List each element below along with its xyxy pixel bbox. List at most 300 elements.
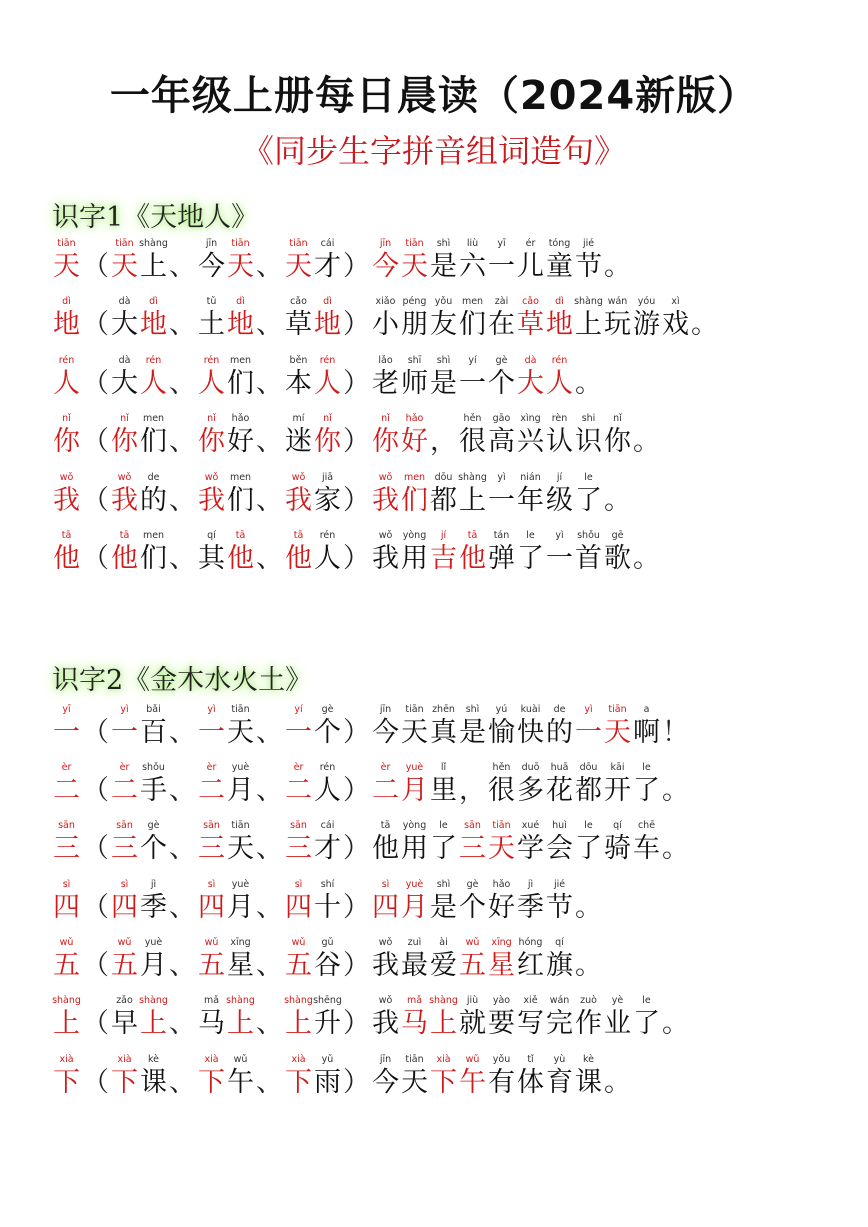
hanzi-char <box>429 995 458 1041</box>
hanzi: 五 <box>285 950 312 981</box>
hanzi: 人 <box>314 543 341 574</box>
pinyin: lǐ <box>440 762 447 773</box>
punctuation-char <box>458 762 487 808</box>
hanzi: 课 <box>140 1067 167 1098</box>
hanzi-char <box>313 937 342 983</box>
hanzi: 高 <box>488 426 515 457</box>
hanzi: ） <box>343 485 370 516</box>
punctuation-char <box>81 296 110 342</box>
hanzi-char <box>52 704 81 750</box>
pinyin: èr <box>206 762 217 773</box>
pinyin: shàng <box>139 995 168 1006</box>
hanzi-char <box>458 355 487 401</box>
punctuation-char <box>342 820 371 866</box>
pinyin: qí <box>555 937 564 948</box>
hanzi: 。 <box>662 833 689 864</box>
hanzi: 业 <box>604 1008 631 1039</box>
pinyin: shì <box>465 704 480 715</box>
pinyin: de <box>553 704 566 715</box>
pinyin: jīn <box>379 1054 392 1065</box>
hanzi-char <box>371 704 400 750</box>
hanzi: 歌 <box>604 543 631 574</box>
hanzi: 体 <box>517 1067 544 1098</box>
hanzi-char <box>429 1054 458 1100</box>
pinyin: tiān <box>608 704 627 715</box>
hanzi: 个 <box>314 717 341 748</box>
hanzi-char <box>516 704 545 750</box>
pinyin: dì <box>323 296 332 307</box>
hanzi: 下 <box>198 1067 225 1098</box>
hanzi-char <box>139 530 168 576</box>
hanzi: 人 <box>140 368 167 399</box>
hanzi: 识 <box>575 426 602 457</box>
hanzi-char <box>545 820 574 866</box>
pinyin: wǒ <box>378 937 393 948</box>
hanzi-char <box>371 1054 400 1100</box>
pinyin: jīn <box>379 704 392 715</box>
hanzi: 六 <box>459 251 486 282</box>
hanzi-char <box>574 704 603 750</box>
pinyin: nǐ <box>613 413 622 424</box>
hanzi: 今 <box>372 251 399 282</box>
pinyin: yì <box>584 704 593 715</box>
hanzi: 。 <box>575 368 602 399</box>
pinyin: mǎ <box>203 995 220 1006</box>
pinyin: yǒu <box>492 1054 511 1065</box>
hanzi: 。 <box>633 543 660 574</box>
hanzi: 月 <box>227 775 254 806</box>
pinyin: dōu <box>579 762 598 773</box>
pinyin: sì <box>62 879 71 890</box>
pinyin: shǒu <box>577 530 600 541</box>
pinyin: yuè <box>405 762 424 773</box>
hanzi: 今 <box>372 717 399 748</box>
hanzi: 他 <box>372 833 399 864</box>
pinyin: jīn <box>205 238 218 249</box>
hanzi-char <box>110 530 139 576</box>
hanzi-char <box>371 937 400 983</box>
pinyin: hěn <box>492 762 511 773</box>
hanzi: 我 <box>53 485 80 516</box>
hanzi: 午 <box>227 1067 254 1098</box>
pinyin: zài <box>494 296 509 307</box>
pinyin: gē <box>611 530 624 541</box>
pinyin: wǒ <box>378 472 393 483</box>
hanzi: ） <box>343 950 370 981</box>
hanzi: 上 <box>575 309 602 340</box>
pinyin: tóng <box>548 238 571 249</box>
punctuation-char <box>255 1054 284 1100</box>
hanzi: 大 <box>517 368 544 399</box>
hanzi: 人 <box>53 368 80 399</box>
hanzi: （ <box>82 485 109 516</box>
hanzi-char <box>458 296 487 342</box>
hanzi: 有 <box>488 1067 515 1098</box>
pinyin: le <box>584 472 593 483</box>
punctuation-char <box>342 238 371 284</box>
hanzi: 要 <box>488 1008 515 1039</box>
hanzi-char <box>574 238 603 284</box>
text-line <box>52 762 690 808</box>
hanzi: 我 <box>372 485 399 516</box>
hanzi: 课 <box>575 1067 602 1098</box>
hanzi: 、 <box>169 368 196 399</box>
hanzi-char <box>429 238 458 284</box>
hanzi: 开 <box>604 775 631 806</box>
pinyin: rén <box>319 355 336 366</box>
punctuation-char <box>81 762 110 808</box>
punctuation-char <box>168 820 197 866</box>
hanzi: 了 <box>517 543 544 574</box>
text-line <box>52 296 719 342</box>
pinyin: wǔ <box>204 937 219 948</box>
punctuation-char <box>168 879 197 925</box>
text-line <box>52 820 690 866</box>
hanzi: 了 <box>430 833 457 864</box>
hanzi-char <box>458 238 487 284</box>
hanzi: （ <box>82 892 109 923</box>
hanzi-char <box>603 413 632 459</box>
pinyin: tiān <box>405 704 424 715</box>
hanzi-char <box>400 296 429 342</box>
pinyin: sì <box>120 879 129 890</box>
hanzi: 月 <box>401 775 428 806</box>
hanzi-char <box>52 820 81 866</box>
hanzi: 童 <box>546 251 573 282</box>
hanzi: 雨 <box>314 1067 341 1098</box>
punctuation-char <box>81 879 110 925</box>
hanzi-char <box>313 995 342 1041</box>
hanzi: 四 <box>285 892 312 923</box>
hanzi: 、 <box>256 950 283 981</box>
pinyin: rén <box>319 762 336 773</box>
hanzi-char <box>284 355 313 401</box>
hanzi: （ <box>82 543 109 574</box>
hanzi: 地 <box>314 309 341 340</box>
pinyin: yī <box>62 704 71 715</box>
hanzi-char <box>197 704 226 750</box>
pinyin: dì <box>62 296 71 307</box>
hanzi: 天 <box>401 717 428 748</box>
hanzi: 个 <box>459 892 486 923</box>
punctuation-char <box>342 413 371 459</box>
hanzi: 上 <box>140 1008 167 1039</box>
hanzi-char <box>603 995 632 1041</box>
pinyin: wǔ <box>117 937 132 948</box>
punctuation-char <box>81 820 110 866</box>
hanzi: 、 <box>169 1008 196 1039</box>
punctuation-char <box>81 472 110 518</box>
pinyin: qí <box>207 530 216 541</box>
pinyin: yòng <box>402 530 427 541</box>
hanzi: （ <box>82 833 109 864</box>
hanzi: 下 <box>285 1067 312 1098</box>
pinyin: shī <box>407 355 422 366</box>
text-line <box>52 879 603 925</box>
hanzi: 天 <box>401 1067 428 1098</box>
pinyin: xì <box>671 296 680 307</box>
pinyin: yè <box>611 995 624 1006</box>
hanzi: 一 <box>488 485 515 516</box>
pinyin: ài <box>439 937 448 948</box>
hanzi-char <box>429 820 458 866</box>
hanzi-char <box>516 530 545 576</box>
hanzi: 他 <box>459 543 486 574</box>
hanzi-char <box>197 879 226 925</box>
pinyin: tā <box>293 530 304 541</box>
punctuation-char <box>168 472 197 518</box>
hanzi: 今 <box>372 1067 399 1098</box>
pinyin: shì <box>436 879 451 890</box>
hanzi-char <box>284 762 313 808</box>
hanzi: 多 <box>517 775 544 806</box>
hanzi-char <box>458 995 487 1041</box>
hanzi: 星 <box>488 950 515 981</box>
pinyin: tiān <box>115 238 134 249</box>
punctuation-char <box>168 762 197 808</box>
hanzi: 马 <box>401 1008 428 1039</box>
pinyin: dà <box>118 296 131 307</box>
pinyin: jí <box>440 530 447 541</box>
hanzi-char <box>226 820 255 866</box>
hanzi: 、 <box>169 485 196 516</box>
hanzi: 天 <box>285 251 312 282</box>
hanzi-char <box>197 762 226 808</box>
pinyin: nǐ <box>323 413 332 424</box>
hanzi-char <box>400 937 429 983</box>
hanzi-char <box>545 355 574 401</box>
hanzi-char <box>52 472 81 518</box>
hanzi: 、 <box>169 309 196 340</box>
hanzi-char <box>139 762 168 808</box>
hanzi: 二 <box>198 775 225 806</box>
hanzi: 我 <box>372 950 399 981</box>
hanzi: 就 <box>459 1008 486 1039</box>
hanzi-char <box>284 238 313 284</box>
hanzi: 首 <box>575 543 602 574</box>
hanzi-char <box>52 413 81 459</box>
pinyin: wán <box>607 296 628 307</box>
hanzi: 都 <box>430 485 457 516</box>
hanzi: 下 <box>53 1067 80 1098</box>
hanzi-char <box>574 472 603 518</box>
pinyin: zǎo <box>116 995 133 1006</box>
hanzi-char <box>545 879 574 925</box>
hanzi: 我 <box>372 543 399 574</box>
hanzi: 人 <box>198 368 225 399</box>
hanzi: 午 <box>459 1067 486 1098</box>
hanzi: ） <box>343 251 370 282</box>
pinyin: sān <box>464 820 481 831</box>
hanzi: 我 <box>372 1008 399 1039</box>
punctuation-char <box>661 820 690 866</box>
hanzi-char <box>574 296 603 342</box>
hanzi: 你 <box>111 426 138 457</box>
pinyin: mǎ <box>406 995 423 1006</box>
hanzi: 下 <box>430 1067 457 1098</box>
hanzi: 了 <box>633 1008 660 1039</box>
pinyin: le <box>642 995 651 1006</box>
hanzi: 大 <box>111 368 138 399</box>
hanzi-char <box>139 355 168 401</box>
hanzi: 级 <box>546 485 573 516</box>
pinyin: mí <box>292 413 305 424</box>
pinyin: dì <box>149 296 158 307</box>
hanzi: 一 <box>111 717 138 748</box>
hanzi: 是 <box>459 717 486 748</box>
pinyin: liù <box>466 238 479 249</box>
hanzi-char <box>458 820 487 866</box>
hanzi: 玩 <box>604 309 631 340</box>
hanzi-char <box>400 820 429 866</box>
hanzi: ） <box>343 892 370 923</box>
hanzi: 认 <box>546 426 573 457</box>
hanzi: 、 <box>256 485 283 516</box>
pinyin: yuè <box>231 879 250 890</box>
hanzi-char <box>545 1054 574 1100</box>
hanzi: 一 <box>285 717 312 748</box>
hanzi: 他 <box>285 543 312 574</box>
hanzi-char <box>52 1054 81 1100</box>
hanzi: 师 <box>401 368 428 399</box>
hanzi-char <box>226 296 255 342</box>
hanzi-char <box>371 472 400 518</box>
hanzi-char <box>110 995 139 1041</box>
hanzi: 爱 <box>430 950 457 981</box>
hanzi: 马 <box>198 1008 225 1039</box>
pinyin: sān <box>116 820 133 831</box>
pinyin: yóu <box>637 296 656 307</box>
hanzi-char <box>52 238 81 284</box>
hanzi-char <box>429 472 458 518</box>
hanzi: 完 <box>546 1008 573 1039</box>
text-line <box>52 995 690 1041</box>
hanzi-char <box>371 296 400 342</box>
punctuation-char <box>168 355 197 401</box>
pinyin: xià <box>436 1054 451 1065</box>
hanzi: （ <box>82 426 109 457</box>
pinyin: yǔ <box>321 1054 334 1065</box>
hanzi: 他 <box>111 543 138 574</box>
hanzi: 四 <box>111 892 138 923</box>
pinyin: men <box>142 530 165 541</box>
pinyin: yì <box>207 704 216 715</box>
punctuation-char <box>255 296 284 342</box>
hanzi: （ <box>82 1008 109 1039</box>
hanzi: 、 <box>256 368 283 399</box>
hanzi: 地 <box>53 309 80 340</box>
pinyin: xìng <box>520 413 541 424</box>
hanzi: 二 <box>285 775 312 806</box>
hanzi-char <box>313 472 342 518</box>
hanzi: 小 <box>372 309 399 340</box>
hanzi-char <box>458 704 487 750</box>
hanzi-char <box>574 1054 603 1100</box>
hanzi-char <box>429 762 458 808</box>
hanzi-char <box>284 937 313 983</box>
pinyin: kuài <box>520 704 541 715</box>
hanzi: 在 <box>488 309 515 340</box>
pinyin: jīn <box>379 238 392 249</box>
punctuation-char <box>603 472 632 518</box>
hanzi: 一 <box>53 717 80 748</box>
hanzi-char <box>371 413 400 459</box>
hanzi: 节 <box>575 251 602 282</box>
pinyin: kè <box>582 1054 594 1065</box>
hanzi-char <box>226 879 255 925</box>
pinyin: xiě <box>523 995 538 1006</box>
hanzi: 人 <box>314 775 341 806</box>
pinyin: dì <box>236 296 245 307</box>
hanzi-char <box>632 995 661 1041</box>
pinyin: gè <box>466 879 479 890</box>
text-line <box>52 355 603 401</box>
hanzi: 上 <box>430 1008 457 1039</box>
pinyin: sān <box>203 820 220 831</box>
hanzi: 用 <box>401 543 428 574</box>
pinyin: sān <box>58 820 75 831</box>
pinyin: nǐ <box>207 413 216 424</box>
pinyin: sì <box>294 879 303 890</box>
hanzi: （ <box>82 717 109 748</box>
hanzi-char <box>197 530 226 576</box>
pinyin: nián <box>520 472 541 483</box>
hanzi: 。 <box>575 950 602 981</box>
pinyin: wǔ <box>291 937 306 948</box>
hanzi-char <box>197 413 226 459</box>
section-heading: 识字2《金木水火土》 <box>52 665 313 696</box>
hanzi: 他 <box>53 543 80 574</box>
punctuation-char <box>342 530 371 576</box>
punctuation-char <box>342 296 371 342</box>
hanzi: 、 <box>169 892 196 923</box>
hanzi-char <box>139 296 168 342</box>
pinyin: yí <box>294 704 303 715</box>
hanzi: ！ <box>662 717 689 748</box>
hanzi-char <box>110 937 139 983</box>
pinyin: wǔ <box>59 937 74 948</box>
hanzi-char <box>197 238 226 284</box>
hanzi-char <box>603 820 632 866</box>
hanzi: 好 <box>401 426 428 457</box>
hanzi-char <box>487 238 516 284</box>
hanzi-char <box>545 413 574 459</box>
hanzi: 三 <box>459 833 486 864</box>
hanzi-char <box>371 995 400 1041</box>
hanzi: 五 <box>53 950 80 981</box>
section-heading: 识字1《天地人》 <box>52 202 259 233</box>
punctuation-char <box>661 995 690 1041</box>
punctuation-char <box>168 1054 197 1100</box>
hanzi: 上 <box>140 251 167 282</box>
hanzi: 个 <box>140 833 167 864</box>
pinyin: xià <box>291 1054 306 1065</box>
pinyin: tiān <box>289 238 308 249</box>
pinyin: hǎo <box>492 879 511 890</box>
hanzi-char <box>458 472 487 518</box>
hanzi: 天 <box>604 717 631 748</box>
hanzi: 天 <box>227 251 254 282</box>
hanzi-char <box>516 937 545 983</box>
hanzi-char <box>197 355 226 401</box>
hanzi: 里 <box>430 775 457 806</box>
hanzi-char <box>516 238 545 284</box>
hanzi-char <box>313 762 342 808</box>
hanzi-char <box>632 820 661 866</box>
hanzi: 一 <box>546 543 573 574</box>
pinyin: wǒ <box>378 995 393 1006</box>
pinyin: rén <box>58 355 75 366</box>
